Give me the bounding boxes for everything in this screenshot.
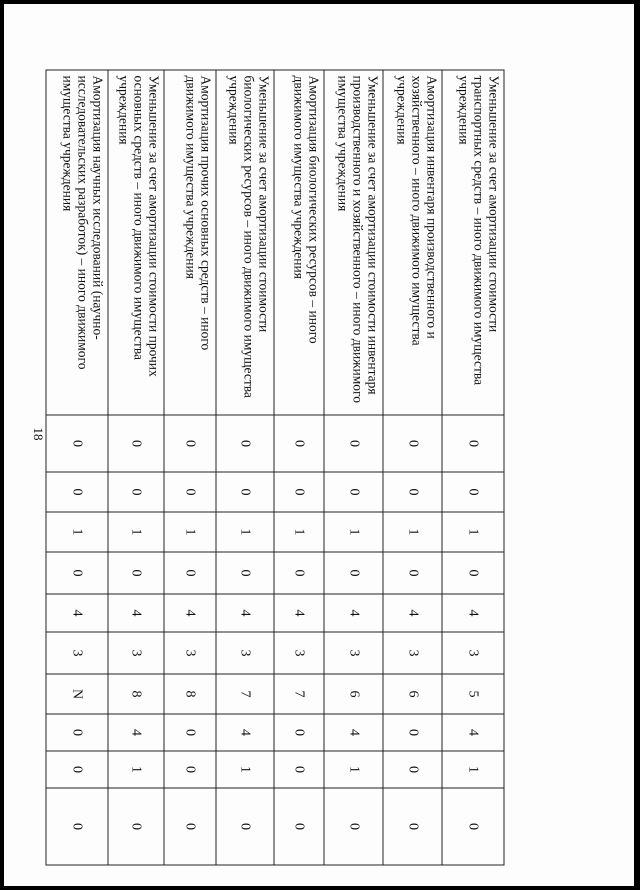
code-digit-cell: 1 [216, 512, 274, 552]
code-digit-cell: 4 [108, 714, 164, 751]
code-digit-cell: N [46, 674, 108, 714]
code-digit-cell: 0 [164, 415, 216, 472]
code-digit-cell: 1 [442, 751, 504, 788]
account-codes-table [45, 70, 504, 866]
code-digit-cell: 3 [383, 632, 442, 674]
code-digit-cell: 0 [442, 415, 504, 472]
row-description: Уменьшение за счет амортизации стоимости биологических ресурсов – иного движимого имущества учреждения [216, 70, 274, 415]
code-digit-cell: 0 [274, 751, 324, 788]
code-digit-cell: 1 [383, 512, 442, 552]
code-digit-cell: 0 [274, 714, 324, 751]
code-digit-cell: 4 [274, 594, 324, 632]
code-digit-cell: 0 [46, 552, 108, 594]
code-digit-cell: 0 [46, 714, 108, 751]
code-digit-cell: 0 [383, 714, 442, 751]
table-row [46, 70, 108, 865]
code-digit-cell: 0 [216, 472, 274, 512]
code-digit-cell: 0 [324, 552, 383, 594]
table-row [216, 70, 274, 865]
code-digit-cell: 4 [324, 594, 383, 632]
code-digit-cell: 4 [383, 594, 442, 632]
code-digit-cell: 0 [216, 415, 274, 472]
code-digit-cell: 4 [108, 594, 164, 632]
code-digit-cell: 0 [324, 472, 383, 512]
code-digit-cell: 0 [164, 472, 216, 512]
table-row [383, 70, 442, 865]
code-digit-cell: 0 [383, 751, 442, 788]
code-digit-cell: 0 [383, 472, 442, 512]
code-digit-cell: 6 [383, 674, 442, 714]
code-digit-cell: 0 [274, 415, 324, 472]
code-digit-cell: 3 [216, 632, 274, 674]
code-digit-cell: 0 [108, 472, 164, 512]
code-digit-cell: 3 [164, 632, 216, 674]
code-digit-cell: 3 [324, 632, 383, 674]
code-digit-cell: 0 [216, 552, 274, 594]
code-digit-cell: 1 [164, 512, 216, 552]
code-digit-cell: 4 [164, 594, 216, 632]
code-digit-cell: 0 [164, 714, 216, 751]
table-row [274, 70, 324, 865]
code-digit-cell: 0 [383, 415, 442, 472]
code-digit-cell: 4 [216, 714, 274, 751]
code-digit-cell: 1 [216, 751, 274, 788]
code-digit-cell: 0 [274, 472, 324, 512]
code-digit-cell: 1 [274, 512, 324, 552]
row-description: Уменьшение за счет амортизации стоимости прочих основных средств – иного движимого имущества учреждения [108, 70, 164, 415]
row-description: Амортизация инвентаря производственного и хозяйственного – иного движимого имущества учреждения [383, 70, 442, 415]
code-digit-cell: 5 [442, 674, 504, 714]
code-digit-cell: 0 [46, 788, 108, 865]
code-digit-cell: 0 [46, 472, 108, 512]
code-digit-cell: 0 [442, 472, 504, 512]
page-number: 18 [31, 427, 46, 441]
code-digit-cell: 4 [46, 594, 108, 632]
code-digit-cell: 8 [108, 674, 164, 714]
code-digit-cell: 0 [216, 788, 274, 865]
row-description: Амортизация научных исследований (научно-исследовательских разработок) – иного движимого имущества учреждения [46, 70, 108, 415]
row-description: Уменьшение за счет амортизации стоимости транспортных средств – иного движимого имущества учреждения [442, 70, 504, 415]
code-digit-cell: 0 [274, 788, 324, 865]
code-digit-cell: 7 [216, 674, 274, 714]
row-description: Амортизация биологических ресурсов – иного движимого имущества учреждения [274, 70, 324, 415]
code-digit-cell: 3 [274, 632, 324, 674]
code-digit-cell: 0 [46, 415, 108, 472]
code-digit-cell: 6 [324, 674, 383, 714]
code-digit-cell: 1 [324, 512, 383, 552]
code-digit-cell: 0 [442, 552, 504, 594]
code-digit-cell: 0 [324, 415, 383, 472]
document-page [4, 4, 634, 886]
code-digit-cell: 3 [442, 632, 504, 674]
code-digit-cell: 0 [108, 415, 164, 472]
code-digit-cell: 0 [46, 751, 108, 788]
code-digit-cell: 1 [108, 512, 164, 552]
code-digit-cell: 3 [46, 632, 108, 674]
row-description: Амортизация прочих основных средств – иного движимого имущества учреждения [164, 70, 216, 415]
code-digit-cell: 0 [383, 788, 442, 865]
code-digit-cell: 1 [108, 751, 164, 788]
table-row [442, 70, 504, 865]
code-digit-cell: 4 [216, 594, 274, 632]
row-description: Уменьшение за счет амортизации стоимости инвентаря производственного и хозяйственного – иного движимого имущества учреждения [324, 70, 383, 415]
code-digit-cell: 0 [108, 552, 164, 594]
code-digit-cell: 1 [442, 512, 504, 552]
code-digit-cell: 0 [164, 788, 216, 865]
table-row [324, 70, 383, 865]
code-digit-cell: 0 [108, 788, 164, 865]
account-codes-table-wrapper [59, 70, 504, 865]
code-digit-cell: 8 [164, 674, 216, 714]
code-digit-cell: 4 [442, 714, 504, 751]
code-digit-cell: 0 [324, 788, 383, 865]
code-digit-cell: 0 [274, 552, 324, 594]
code-digit-cell: 0 [383, 552, 442, 594]
table-row [164, 70, 216, 865]
code-digit-cell: 1 [324, 751, 383, 788]
code-digit-cell: 0 [164, 751, 216, 788]
code-digit-cell: 0 [164, 552, 216, 594]
code-digit-cell: 4 [324, 714, 383, 751]
table-row [108, 70, 164, 865]
code-digit-cell: 7 [274, 674, 324, 714]
code-digit-cell: 1 [46, 512, 108, 552]
code-digit-cell: 3 [108, 632, 164, 674]
code-digit-cell: 4 [442, 594, 504, 632]
code-digit-cell: 0 [442, 788, 504, 865]
